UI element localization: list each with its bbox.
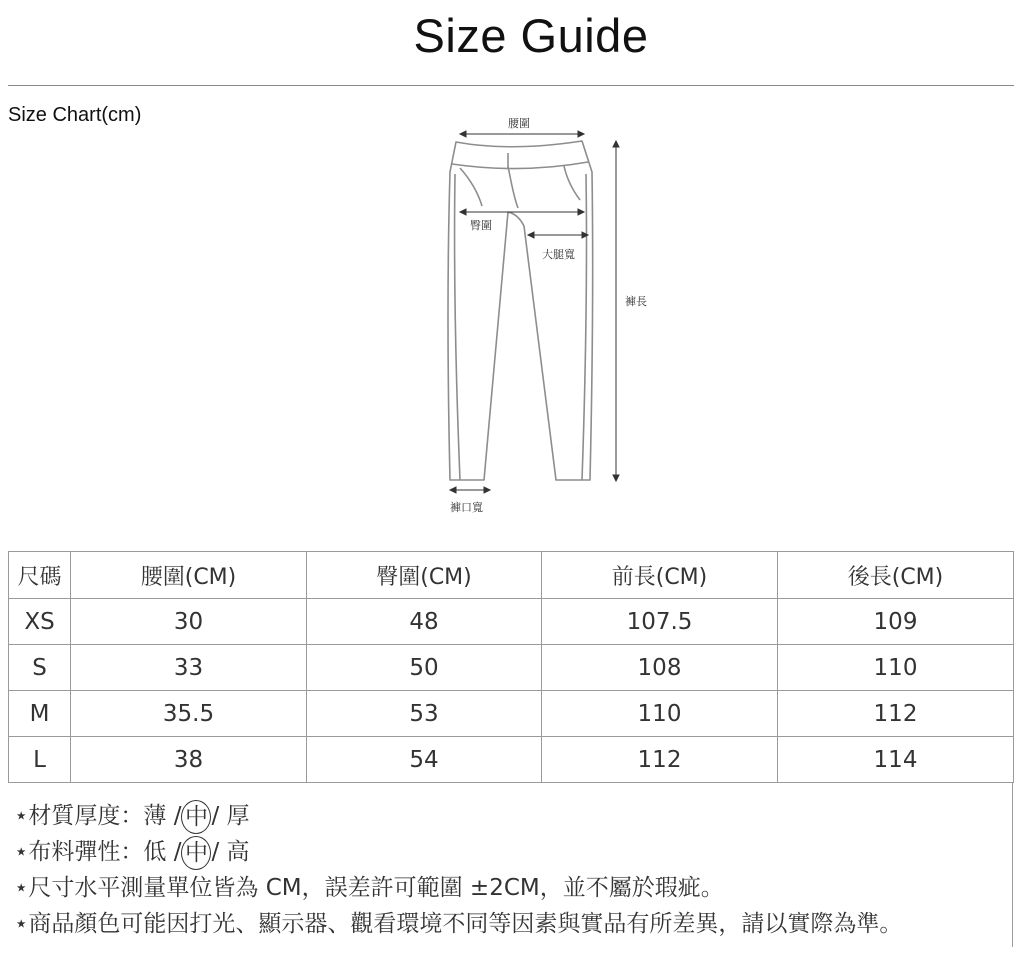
- cell-hip: 50: [307, 645, 542, 691]
- elasticity-option-low: 低: [143, 839, 167, 865]
- page-title: Size Guide: [413, 9, 649, 62]
- cell-front-length: 107.5: [542, 599, 778, 645]
- thickness-note: ⋆材質厚度：薄 / 中 / 厚: [14, 798, 1014, 834]
- cell-hip: 54: [307, 737, 542, 783]
- length-label: 褲長: [625, 295, 647, 308]
- title-divider: [8, 85, 1014, 86]
- cell-hip: 53: [307, 691, 542, 737]
- cell-waist: 35.5: [71, 691, 307, 737]
- waist-arrow-right: [578, 131, 584, 137]
- cell-back-length: 112: [778, 691, 1014, 737]
- inner-seam-right: [582, 174, 587, 480]
- table-row: [9, 599, 1014, 645]
- elasticity-option-medium-selected: 中: [181, 836, 211, 870]
- elasticity-note: ⋆布料彈性：低 / 中 / 高: [14, 834, 1014, 870]
- hem-label: 褲口寬: [450, 501, 483, 514]
- thickness-prefix: ⋆材質厚度：: [14, 803, 144, 829]
- color-note: ⋆商品顏色可能因打光、顯示器、觀看環境不同等因素與實品有所差異，請以實際為準。: [14, 911, 903, 937]
- cell-front-length: 108: [542, 645, 778, 691]
- inner-seam-left: [455, 174, 460, 480]
- elasticity-prefix: ⋆布料彈性：: [14, 839, 144, 865]
- hip-arrow-left: [460, 209, 466, 215]
- cell-waist: 38: [71, 737, 307, 783]
- measurement-note: ⋆尺寸水平測量單位皆為 CM，誤差許可範圍 ±2CM，並不屬於瑕疵。: [14, 875, 724, 901]
- cell-front-length: 110: [542, 691, 778, 737]
- thickness-option-medium-selected: 中: [181, 800, 211, 834]
- hip-label: 臀圍: [470, 219, 492, 232]
- table-header-row: [9, 552, 1014, 599]
- table-row: [9, 645, 1014, 691]
- thigh-arrow-left: [528, 232, 534, 238]
- header-hip: 臀圍(CM): [307, 552, 542, 599]
- cell-waist: 33: [71, 645, 307, 691]
- table-row: [9, 691, 1014, 737]
- header-waist: 腰圍(CM): [71, 552, 307, 599]
- length-arrow-bottom: [613, 475, 619, 481]
- cell-size: L: [9, 737, 71, 783]
- cell-size: S: [9, 645, 71, 691]
- waistband-line: [452, 162, 588, 169]
- thickness-option-thin: 薄: [143, 803, 167, 829]
- thigh-label: 大腿寬: [542, 248, 575, 261]
- cell-size: XS: [9, 599, 71, 645]
- cell-waist: 30: [71, 599, 307, 645]
- elasticity-option-high: 高: [226, 839, 250, 865]
- hem-arrow-right: [484, 487, 490, 493]
- fly-line: [508, 153, 518, 208]
- pants-measurement-diagram: [420, 108, 660, 523]
- header-front-length: 前長(CM): [542, 552, 778, 599]
- length-arrow-top: [613, 141, 619, 147]
- waist-label: 腰圍: [508, 117, 530, 130]
- pants-outline: [448, 141, 593, 480]
- cell-back-length: 114: [778, 737, 1014, 783]
- notes-section: [14, 798, 1014, 942]
- hip-arrow-right: [578, 209, 584, 215]
- header-back-length: 後長(CM): [778, 552, 1014, 599]
- thickness-option-thick: 厚: [226, 803, 250, 829]
- waist-arrow-left: [460, 131, 466, 137]
- cell-back-length: 109: [778, 599, 1014, 645]
- size-chart-subtitle: Size Chart(cm): [8, 104, 142, 126]
- hem-arrow-left: [450, 487, 456, 493]
- header-size: 尺碼: [9, 552, 71, 599]
- table-row: [9, 737, 1014, 783]
- cell-hip: 48: [307, 599, 542, 645]
- left-pocket: [460, 168, 482, 206]
- cell-back-length: 110: [778, 645, 1014, 691]
- size-table: [8, 551, 1014, 783]
- right-pocket: [564, 166, 580, 200]
- cell-size: M: [9, 691, 71, 737]
- cell-front-length: 112: [542, 737, 778, 783]
